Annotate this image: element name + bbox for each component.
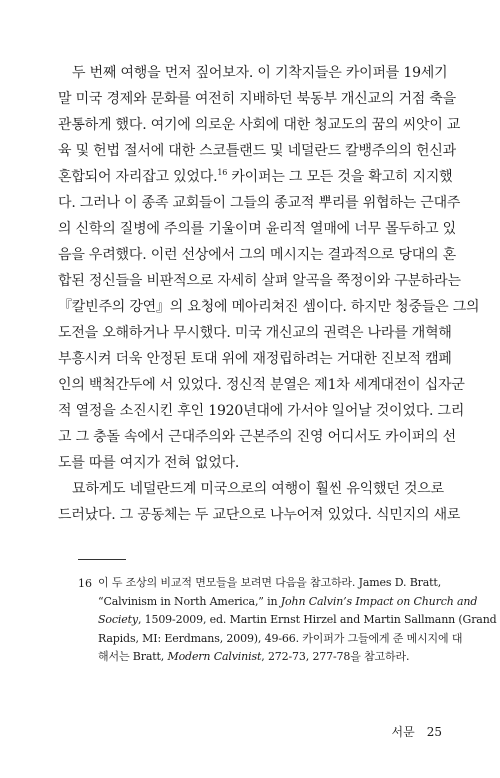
body-line: 도전을 오해하거나 무시했다. 미국 개신교의 권력은 나라를 개혁해 <box>58 325 452 341</box>
body-line: 육 및 헌법 절서에 대한 스코틀랜드 및 네덜란드 칼뱅주의의 헌신과 <box>58 143 456 159</box>
footnote-text: , 272-73, 277-78을 참고하라. <box>261 650 410 663</box>
body-line-text: 혼합되어 자리잡고 있었다. <box>58 169 218 185</box>
footnote-text: “Calvinism in North America,” in <box>98 594 281 608</box>
footnote-line <box>98 593 478 612</box>
body-line <box>58 164 453 190</box>
body-line: 『칼빈주의 강연』의 요청에 메아리쳐진 셈이다. 하지만 청중들은 그의 <box>58 299 480 315</box>
body-line-text: 카이퍼는 그 모든 것을 확고히 지지했 <box>227 169 453 185</box>
body-line: 도를 따를 여지가 전혀 없었다. <box>58 455 240 471</box>
section-title: 서문 <box>391 725 415 739</box>
body-line: 부흥시켜 더욱 안정된 토대 위에 재정립하려는 거대한 진보적 캠페 <box>58 351 452 367</box>
footnote-text: , 1509-2009, ed. Martin Ernst Hirzel and Martin Sallmann (Grand <box>137 613 497 626</box>
footnote-line <box>98 648 444 667</box>
body-line: 다. 그러나 이 종족 교회들이 그들의 종교적 뿌리를 위협하는 근대주 <box>58 195 461 211</box>
body-line: 적 열정을 소진시킨 후인 1920년대에 가서야 일어날 것이었다. 그리 <box>58 403 465 419</box>
footnote-body <box>98 574 497 667</box>
body-line: 묘하게도 네덜란드계 미국으로의 여행이 훨씬 유익했던 것으로 <box>72 481 444 497</box>
footnote-title: Modern Calvinist <box>167 650 262 663</box>
body-line: 합된 정신들을 비판적으로 자세히 살펴 알곡을 쭉정이와 구분하라는 <box>58 273 461 289</box>
body-line: 관통하게 했다. 여기에 의로운 사회에 대한 청교도의 꿈의 씨앗이 교 <box>58 117 461 133</box>
running-footer <box>392 724 442 740</box>
body-text <box>58 60 480 528</box>
footnote-divider <box>78 559 126 560</box>
footnote-title: Society <box>98 613 138 626</box>
body-line: 드러났다. 그 공동체는 두 교단으로 나누어져 있었다. 식민지의 새로 <box>58 507 461 523</box>
footnote-number: 16 <box>78 577 92 590</box>
body-line: 인의 백척간두에 서 있었다. 정신적 분열은 제1차 세계대전이 십자군 <box>58 377 465 393</box>
body-line: 말 미국 경제와 문화를 여전히 지배하던 북동부 개신교의 거점 축을 <box>58 91 456 107</box>
footnote-text: Rapids, MI: Eerdmans, 2009), 49-66. 카이퍼가 그들에게 준 메시지에 대 <box>98 631 463 645</box>
body-line: 두 번째 여행을 먼저 짚어보자. 이 기착지들은 카이퍼를 19세기 <box>72 65 448 81</box>
footnote-text: 이 두 조상의 비교적 면모들을 보려면 다음을 참고하라. James D. Bratt, <box>98 576 442 589</box>
footnote-text: 해서는 Bratt, <box>98 650 168 663</box>
footnote-line <box>98 630 463 649</box>
footnote-reference: 16 <box>217 168 228 177</box>
footnote-title: John Calvin’s Impact on Church and <box>280 594 478 608</box>
body-line: 고 그 충돌 속에서 근대주의와 근본주의 진영 어디서도 카이퍼의 선 <box>58 429 456 445</box>
body-line: 의 신학의 질병에 주의를 기울이며 윤리적 열매에 너무 몰두하고 있 <box>58 221 456 237</box>
footnote-line <box>98 611 497 630</box>
page-number: 25 <box>426 725 442 739</box>
body-line: 음을 우려했다. 이런 선상에서 그의 메시지는 결과적으로 당대의 혼 <box>58 247 456 263</box>
footnote-line <box>98 574 444 593</box>
